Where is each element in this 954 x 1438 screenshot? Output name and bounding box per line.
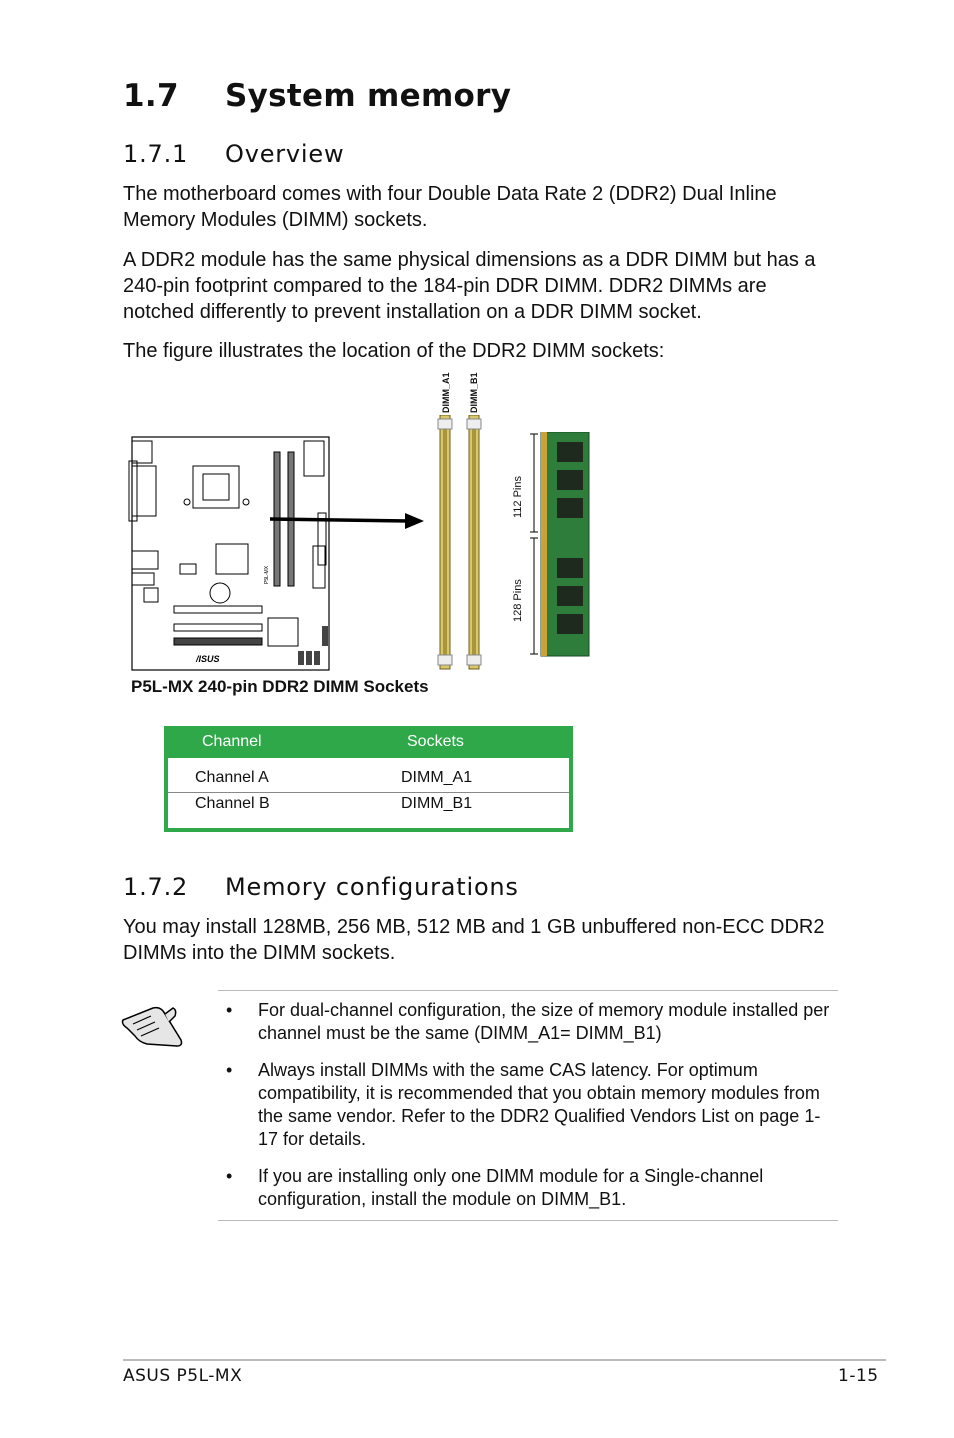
pins-128-label: 128 Pins xyxy=(512,579,524,622)
overview-paragraph-2: A DDR2 module has the same physical dimensions as a DDR DIMM but has a 240-pin footprint compared to the 184-pin DDR DIMM. DDR2 DIMMs are notched differently to prevent installation on a DDR DIMM socket. xyxy=(123,249,816,323)
footer-page-number: 1-15 xyxy=(838,1366,879,1386)
footer-rule xyxy=(123,1359,886,1361)
board-model-label: P5L-MX xyxy=(264,565,270,584)
overview-title: Overview xyxy=(225,140,345,168)
section-title: System memory xyxy=(225,78,512,114)
footer-left: ASUS P5L-MX xyxy=(123,1366,243,1386)
dimm-b1-label: DIMM_B1 xyxy=(469,372,479,413)
table-cell: DIMM_B1 xyxy=(401,795,473,812)
memconfig-heading xyxy=(123,873,519,901)
motherboard-diagram xyxy=(128,436,333,672)
notes-box xyxy=(218,990,838,1221)
row-divider xyxy=(168,792,569,793)
memconfig-title: Memory configurations xyxy=(225,873,519,901)
memconfig-paragraph: You may install 128MB, 256 MB, 512 MB and 1 GB unbuffered non-ECC DDR2 DIMMs into the DIMM sockets. xyxy=(123,916,825,964)
list-item xyxy=(218,1059,828,1155)
asus-logo: /ISUS xyxy=(196,654,220,664)
overview-paragraph-1: The motherboard comes with four Double Data Rate 2 (DDR2) Dual Inline Memory Modules (DIMM) sockets. xyxy=(123,183,777,231)
hand-note-icon xyxy=(117,1000,187,1052)
overview-heading xyxy=(123,140,344,168)
figure-caption: P5L-MX 240-pin DDR2 DIMM Sockets xyxy=(131,677,429,696)
dimm-a1-label: DIMM_A1 xyxy=(441,372,451,413)
note-text: If you are installing only one DIMM module for a Single-channel configuration, install the module on DIMM_B1. xyxy=(258,1166,764,1209)
bullet-glyph: • xyxy=(226,1000,233,1020)
table-cell: DIMM_A1 xyxy=(401,769,473,786)
pins-112-label: 112 Pins xyxy=(512,476,524,518)
table-header xyxy=(164,726,573,758)
list-item xyxy=(218,999,828,1047)
table-body xyxy=(168,758,569,828)
note-text: Always install DIMMs with the same CAS latency. For optimum compatibility, it is recommended that you obtain memory modules from the same vendor. Refer to the DDR2 Qualified Vendors List on page 1-17 for details. xyxy=(258,1060,821,1149)
list-item xyxy=(218,1165,828,1213)
header-channel: Channel xyxy=(202,733,262,750)
ram-module-icon xyxy=(539,432,591,658)
pointer-arrow xyxy=(270,510,430,532)
header-sockets: Sockets xyxy=(407,733,464,750)
note-text: For dual-channel configuration, the size of memory module installed per channel must be the same (DIMM_A1= DIMM_B1) xyxy=(258,1000,830,1043)
dimm-sockets xyxy=(436,415,486,670)
section-number: 1.7 xyxy=(123,78,179,114)
section-heading xyxy=(123,78,511,114)
memconfig-number: 1.7.2 xyxy=(123,873,189,901)
table-cell: Channel A xyxy=(195,769,269,786)
bullet-glyph: • xyxy=(226,1060,233,1080)
table-cell: Channel B xyxy=(195,795,270,812)
overview-number: 1.7.1 xyxy=(123,140,189,168)
bullet-glyph: • xyxy=(226,1166,233,1186)
overview-paragraph-3: The figure illustrates the location of the DDR2 DIMM sockets: xyxy=(123,340,665,362)
channel-table xyxy=(164,726,573,832)
